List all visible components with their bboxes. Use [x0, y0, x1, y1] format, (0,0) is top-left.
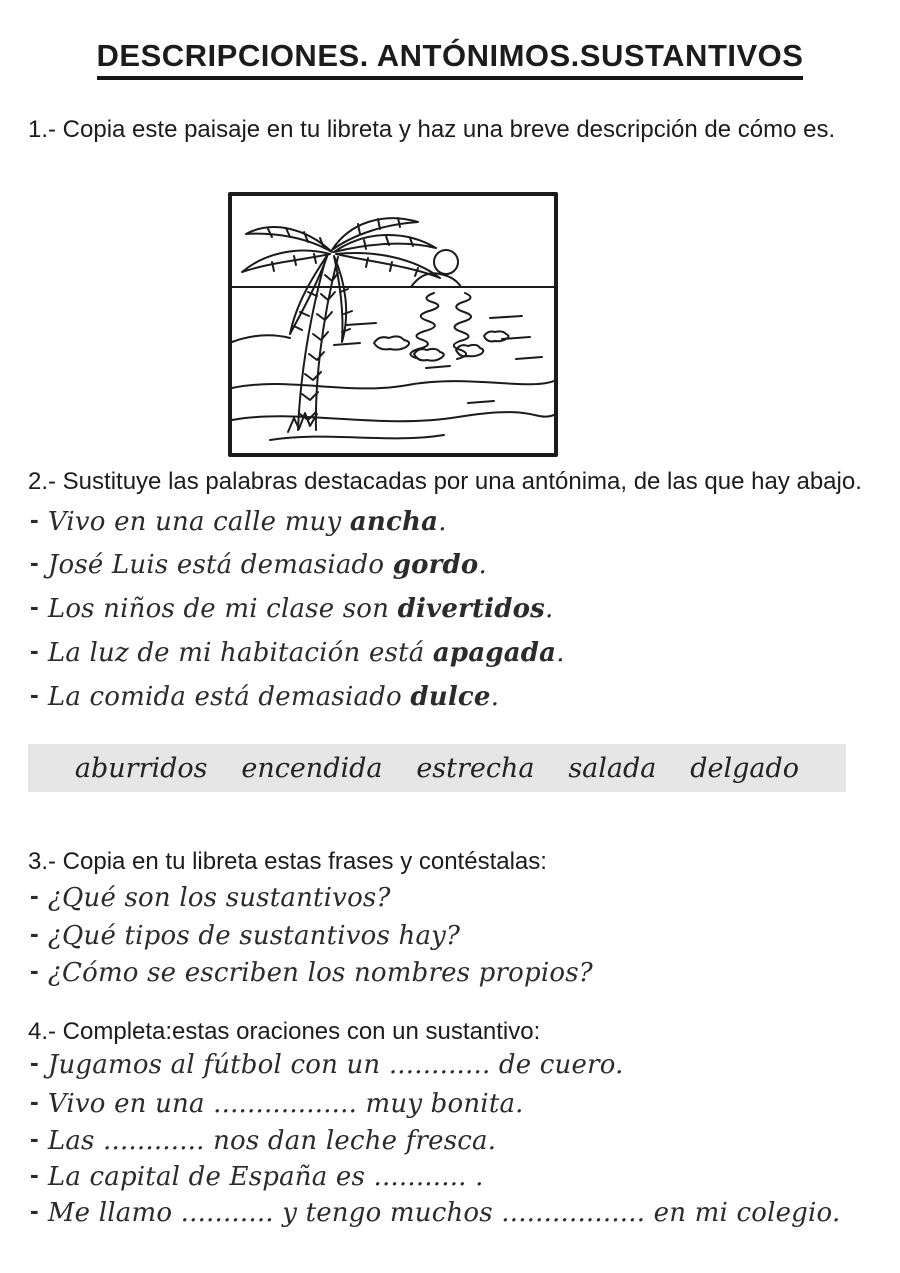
question-line-1: [30, 882, 391, 913]
bullet-dash: -: [30, 591, 39, 621]
sentence-punctuation: .: [438, 507, 447, 537]
sentence-text: José Luis está demasiado: [47, 550, 393, 580]
antonym-sentence-5: [30, 681, 499, 712]
page-title-row: [0, 38, 900, 80]
highlighted-word: dulce: [410, 682, 491, 712]
sentence-text: La luz de mi habitación está: [47, 638, 433, 668]
word-bank-item-3: estrecha: [416, 752, 535, 784]
sentence-punctuation: .: [478, 550, 487, 580]
completion-text: La capital de España es ........... .: [47, 1162, 484, 1192]
palm-beach-illustration: [228, 192, 558, 457]
highlighted-word: ancha: [349, 507, 439, 537]
completion-text: Las ............ nos dan leche fresca.: [47, 1126, 497, 1156]
exercise1-heading: 1.- Copia este paisaje en tu libreta y haz una breve descripción de cómo es.: [28, 116, 836, 143]
question-line-3: [30, 957, 593, 988]
word-bank: [28, 744, 846, 792]
sentence-punctuation: .: [545, 594, 554, 624]
page-title: DESCRIPCIONES. ANTÓNIMOS.SUSTANTIVOS: [97, 38, 804, 80]
completion-sentence-5: [30, 1197, 840, 1228]
word-bank-item-1: aburridos: [74, 752, 208, 784]
frond-lower-right: [334, 256, 346, 342]
dune-line-4: [270, 435, 444, 440]
bullet-dash: -: [30, 635, 39, 665]
bullet-dash: -: [30, 880, 39, 910]
bullet-dash: -: [30, 679, 39, 709]
bullet-dash: -: [30, 1195, 39, 1225]
antonym-sentence-1: [30, 506, 447, 537]
sentence-text: Vivo en una calle muy: [47, 507, 350, 537]
question-line-2: [30, 920, 460, 951]
sentence-text: La comida está demasiado: [47, 682, 411, 712]
dune-line-2: [232, 381, 554, 388]
sentence-punctuation: .: [556, 638, 565, 668]
bullet-dash: -: [30, 1047, 39, 1077]
water-blob-4: [484, 331, 509, 341]
frond-upper-left: [246, 227, 332, 252]
exercise3-heading: 3.- Copia en tu libreta estas frases y contéstalas:: [28, 848, 547, 875]
highlighted-word: apagada: [432, 638, 557, 668]
highlighted-word: gordo: [392, 550, 479, 580]
word-bank-item-4: salada: [568, 752, 657, 784]
dune-line-1: [232, 335, 290, 342]
sentence-text: Los niños de mi clase son: [47, 594, 398, 624]
sentence-punctuation: .: [490, 682, 500, 712]
completion-text: Jugamos al fútbol con un ............ de cuero.: [47, 1050, 624, 1080]
question-text: ¿Cómo se escriben los nombres propios?: [47, 958, 593, 988]
bullet-dash: -: [30, 504, 39, 534]
bullet-dash: -: [30, 1086, 39, 1116]
antonym-sentence-2: [30, 549, 487, 580]
bullet-dash: -: [30, 1123, 39, 1153]
completion-sentence-4: [30, 1161, 484, 1192]
bullet-dash: -: [30, 1159, 39, 1189]
bullet-dash: -: [30, 955, 39, 985]
completion-sentence-1: [30, 1049, 624, 1080]
question-text: ¿Qué tipos de sustantivos hay?: [47, 921, 461, 951]
exercise2-heading: 2.- Sustituye las palabras destacadas por una antónima, de las que hay abajo.: [28, 468, 862, 495]
question-text: ¿Qué son los sustantivos?: [47, 883, 391, 913]
antonym-sentence-3: [30, 593, 553, 624]
antonym-sentence-4: [30, 637, 565, 668]
scene-figure: [228, 192, 558, 457]
completion-text: Me llamo ........... y tengo muchos ................. en mi colegio.: [47, 1198, 841, 1228]
water-blob-2: [414, 349, 444, 361]
dune-line-3: [232, 412, 554, 421]
sun-icon: [434, 250, 458, 274]
completion-text: Vivo en una ................. muy bonita.: [47, 1089, 524, 1119]
bullet-dash: -: [30, 918, 39, 948]
frond-left: [242, 251, 330, 272]
frond-upper-right: [334, 235, 436, 252]
completion-sentence-2: [30, 1088, 524, 1119]
exercise4-heading: 4.- Completa:estas oraciones con un sustantivo:: [28, 1018, 541, 1045]
completion-sentence-3: [30, 1125, 496, 1156]
word-bank-item-2: encendida: [241, 752, 383, 784]
bullet-dash: -: [30, 547, 39, 577]
water-blob-1: [374, 336, 409, 349]
highlighted-word: divertidos: [397, 594, 546, 624]
word-bank-item-5: delgado: [690, 752, 800, 784]
